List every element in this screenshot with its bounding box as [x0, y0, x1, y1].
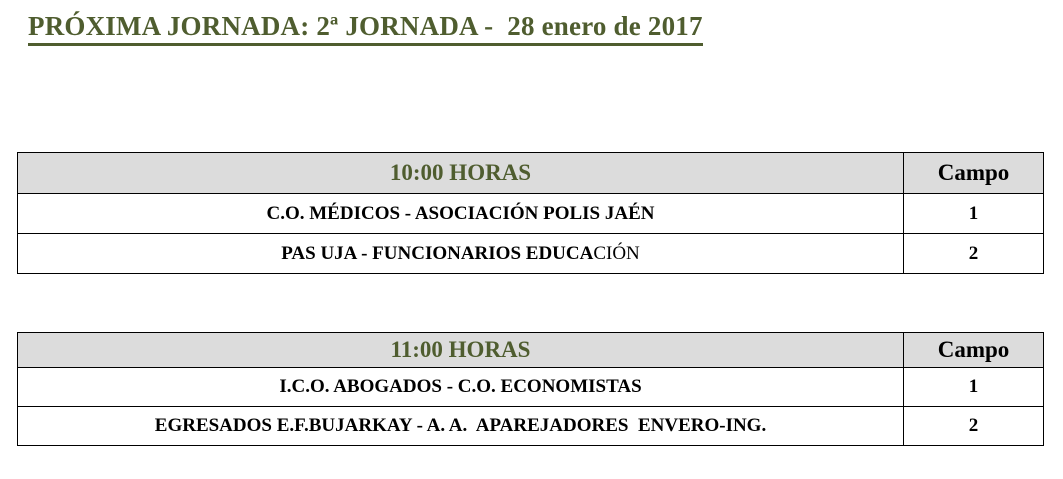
table-row: [18, 234, 1044, 274]
table-row: [18, 407, 1044, 446]
time-slot-header: 10:00 HORAS: [18, 153, 904, 194]
match-field-number: 2: [904, 407, 1044, 446]
match-teams-light: CIÓN: [593, 242, 640, 264]
match-teams-bold: PAS UJA - FUNCIONARIOS EDUCA: [281, 242, 594, 264]
table-row: [18, 368, 1044, 407]
table-row: [18, 194, 1044, 234]
table-header-row: [18, 333, 1044, 368]
match-field-number: 2: [904, 234, 1044, 274]
time-slot-header: 11:00 HORAS: [18, 333, 904, 368]
match-field-number: 1: [904, 368, 1044, 407]
field-column-header: Campo: [904, 333, 1044, 368]
field-column-header: Campo: [904, 153, 1044, 194]
match-teams: [18, 234, 904, 274]
schedule-table-11h: [17, 332, 1044, 446]
schedule-table-10h: [17, 152, 1044, 274]
table-header-row: [18, 153, 1044, 194]
match-teams: I.C.O. ABOGADOS - C.O. ECONOMISTAS: [18, 368, 904, 407]
match-field-number: 1: [904, 194, 1044, 234]
page-title: PRÓXIMA JORNADA: 2ª JORNADA - 28 enero de 2017: [28, 10, 703, 46]
match-teams: EGRESADOS E.F.BUJARKAY - A. A. APAREJADORES ENVERO-ING.: [18, 407, 904, 446]
match-teams: C.O. MÉDICOS - ASOCIACIÓN POLIS JAÉN: [18, 194, 904, 234]
